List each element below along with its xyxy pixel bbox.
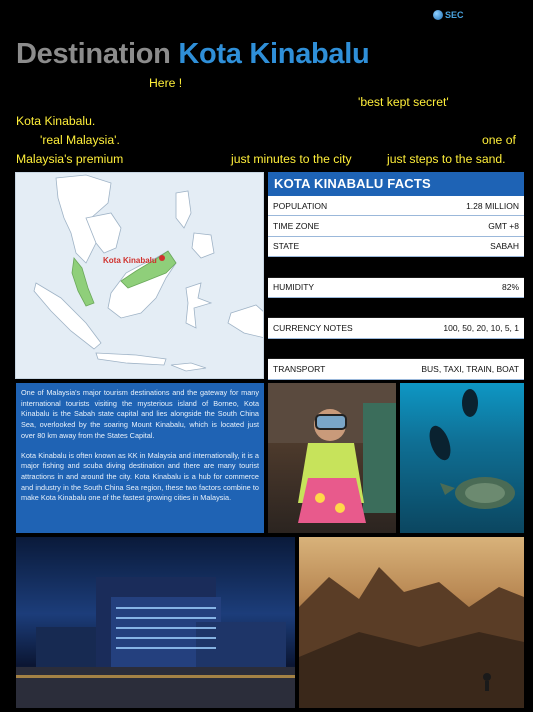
globe-icon	[433, 10, 443, 20]
facts-row	[268, 298, 524, 318]
page-title-part1: Destination	[16, 38, 171, 70]
facts-title: KOTA KINABALU FACTS	[268, 172, 524, 196]
snorkel-photo	[268, 383, 396, 533]
description-paragraph-2: Kota Kinabalu is often known as KK in Malaysia and internationally, it is a major fishing and scuba diving destination and there are many tourist attractions in and around the city. Kota Kinabalu is a hub for commerce and industry in the South China Sea region, these two factors combine to make Kota Kinabalu one of the fastest growing cities in Malaysia.	[21, 450, 259, 503]
facts-row	[268, 339, 524, 359]
facts-row-label: TIME ZONE	[273, 221, 320, 232]
intro-line5-b: just minutes to the city	[231, 152, 352, 166]
mountain-photo	[299, 537, 524, 708]
facts-row	[268, 196, 524, 216]
diver-photo-graphic	[400, 383, 524, 533]
brand-logo-text: SEC	[445, 10, 464, 20]
city-photo	[16, 537, 295, 708]
map-graphic	[16, 173, 264, 379]
intro-line5-c: just steps to the sand.	[387, 152, 506, 166]
description-panel	[16, 383, 264, 533]
snorkel-photo-graphic	[268, 383, 396, 533]
facts-row	[268, 237, 524, 257]
facts-row	[268, 318, 524, 338]
page-title	[16, 38, 369, 71]
facts-row-label: POPULATION	[273, 200, 328, 211]
intro-line4-right: one of	[482, 133, 516, 147]
intro-text	[16, 74, 521, 168]
facts-row	[268, 216, 524, 236]
diver-photo	[400, 383, 524, 533]
map-label: Kota Kinabalu	[103, 256, 157, 265]
facts-row-label: HUMIDITY	[273, 282, 315, 293]
facts-table	[268, 172, 524, 379]
intro-line5-a: Malaysia's premium	[16, 152, 124, 166]
facts-row-label: CURRENCY NOTES	[273, 323, 353, 334]
intro-line4: 'real Malaysia'.	[40, 133, 120, 147]
brand-logo	[433, 10, 464, 20]
facts-row-value: 82%	[501, 282, 519, 293]
facts-row-value: 100, 50, 20, 10, 5, 1	[443, 323, 519, 334]
mountain-photo-graphic	[299, 537, 524, 708]
intro-quote: 'best kept secret'	[358, 95, 449, 109]
facts-row	[268, 257, 524, 277]
facts-row-label: TRANSPORT	[273, 363, 326, 374]
facts-row-label: STATE	[273, 241, 300, 252]
facts-row	[268, 278, 524, 298]
facts-row-value: GMT +8	[488, 221, 519, 232]
intro-line3: Kota Kinabalu.	[16, 114, 96, 128]
facts-row	[268, 359, 524, 379]
kota-kinabalu-marker	[159, 255, 165, 261]
intro-line1: Here !	[149, 76, 183, 90]
facts-row-value: 1.28 MILLION	[466, 200, 519, 211]
facts-rows	[268, 196, 524, 380]
page-title-part2: Kota Kinabalu	[178, 38, 370, 70]
facts-row-value: BUS, TAXI, TRAIN, BOAT	[421, 363, 519, 374]
description-paragraph-1: One of Malaysia's major tourism destinations and the gateway for many international tourists visiting the mysterious island of Borneo, Kota Kinabalu is the Sabah state capital and lies alongside the South China Sea, overlooked by the soaring Mount Kinabalu, which is located just over 80 km away from the States Capital.	[21, 388, 259, 440]
city-photo-graphic	[16, 537, 295, 708]
region-map	[15, 172, 264, 379]
facts-row-value: SABAH	[490, 241, 519, 252]
